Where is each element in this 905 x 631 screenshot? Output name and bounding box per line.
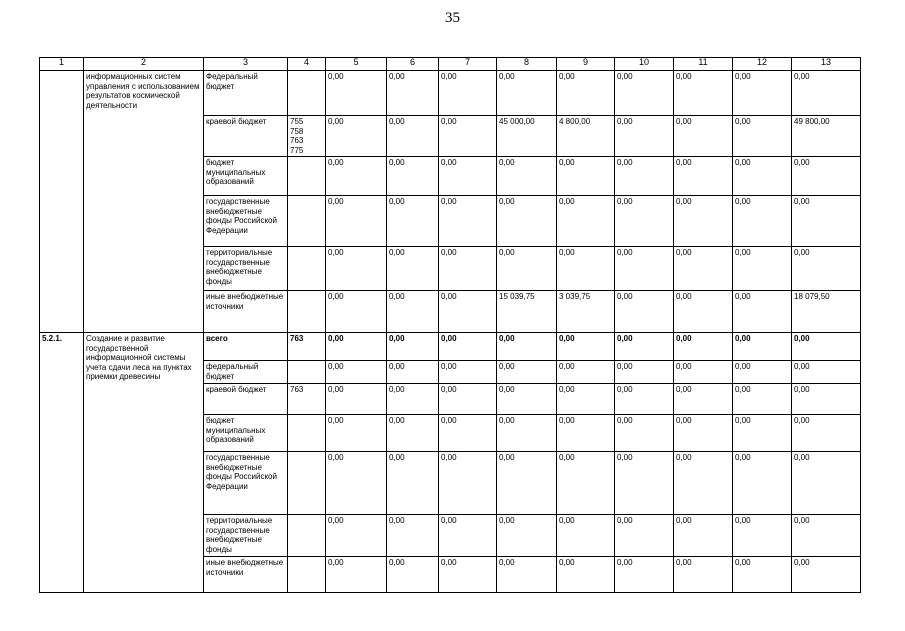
funding-source: территориальные государственные внебюджетные фонды: [204, 247, 288, 291]
amount-cell: 0,00: [439, 415, 497, 452]
table-row: [40, 333, 861, 361]
item-name: информационных систем управления с использованием результатов космической деятельности: [84, 71, 204, 333]
column-header: 4: [288, 58, 326, 71]
amount-cell: 0,00: [497, 384, 557, 415]
amount-cell: 0,00: [326, 116, 387, 157]
column-header: 12: [733, 58, 792, 71]
amount-cell: 0,00: [497, 515, 557, 557]
budget-codes: 763: [288, 384, 326, 415]
amount-cell: 0,00: [497, 415, 557, 452]
funding-source: бюджет муниципальных образований: [204, 157, 288, 196]
amount-cell: 0,00: [792, 557, 861, 593]
amount-cell: 0,00: [387, 452, 439, 515]
amount-cell: 0,00: [674, 291, 733, 333]
amount-cell: 0,00: [674, 384, 733, 415]
amount-cell: 0,00: [615, 71, 674, 116]
amount-cell: 0,00: [674, 557, 733, 593]
amount-cell: 0,00: [615, 196, 674, 247]
amount-cell: 0,00: [674, 361, 733, 384]
amount-cell: 0,00: [792, 515, 861, 557]
item-number: [40, 71, 84, 333]
amount-cell: 0,00: [557, 333, 615, 361]
amount-cell: 0,00: [326, 452, 387, 515]
column-header: 3: [204, 58, 288, 71]
amount-cell: 0,00: [387, 415, 439, 452]
amount-cell: 0,00: [615, 361, 674, 384]
column-header: 7: [439, 58, 497, 71]
amount-cell: 0,00: [615, 157, 674, 196]
budget-codes: [288, 157, 326, 196]
amount-cell: 0,00: [615, 333, 674, 361]
amount-cell: 0,00: [497, 361, 557, 384]
amount-cell: 0,00: [674, 116, 733, 157]
amount-cell: 0,00: [387, 157, 439, 196]
amount-cell: 0,00: [387, 196, 439, 247]
amount-cell: 49 800,00: [792, 116, 861, 157]
amount-cell: 0,00: [497, 452, 557, 515]
amount-cell: 0,00: [387, 384, 439, 415]
column-header: 2: [84, 58, 204, 71]
amount-cell: 0,00: [733, 361, 792, 384]
amount-cell: 0,00: [439, 361, 497, 384]
amount-cell: 0,00: [387, 333, 439, 361]
amount-cell: 0,00: [792, 247, 861, 291]
amount-cell: 0,00: [557, 415, 615, 452]
amount-cell: 0,00: [674, 157, 733, 196]
column-number-row: [40, 58, 861, 71]
amount-cell: 0,00: [497, 333, 557, 361]
amount-cell: 0,00: [387, 557, 439, 593]
table-row: [40, 71, 861, 116]
amount-cell: 0,00: [733, 196, 792, 247]
amount-cell: 0,00: [674, 415, 733, 452]
amount-cell: 0,00: [497, 557, 557, 593]
amount-cell: 0,00: [439, 515, 497, 557]
amount-cell: 0,00: [497, 247, 557, 291]
amount-cell: 0,00: [615, 384, 674, 415]
budget-table: [39, 57, 861, 593]
budget-codes: 755 758 763 775: [288, 116, 326, 157]
budget-codes: [288, 557, 326, 593]
funding-source: краевой бюджет: [204, 116, 288, 157]
column-header: 13: [792, 58, 861, 71]
amount-cell: 0,00: [326, 157, 387, 196]
amount-cell: 0,00: [792, 415, 861, 452]
amount-cell: 0,00: [733, 71, 792, 116]
column-header: 9: [557, 58, 615, 71]
amount-cell: 0,00: [792, 361, 861, 384]
amount-cell: 0,00: [733, 333, 792, 361]
amount-cell: 0,00: [557, 157, 615, 196]
amount-cell: 0,00: [387, 291, 439, 333]
amount-cell: 0,00: [615, 415, 674, 452]
item-number: 5.2.1.: [40, 333, 84, 593]
amount-cell: 0,00: [674, 333, 733, 361]
amount-cell: 0,00: [326, 247, 387, 291]
amount-cell: 0,00: [557, 71, 615, 116]
amount-cell: 0,00: [557, 384, 615, 415]
amount-cell: 0,00: [557, 515, 615, 557]
amount-cell: 3 039,75: [557, 291, 615, 333]
column-header: 1: [40, 58, 84, 71]
amount-cell: 0,00: [387, 361, 439, 384]
amount-cell: 0,00: [326, 333, 387, 361]
column-header: 10: [615, 58, 674, 71]
amount-cell: 0,00: [387, 247, 439, 291]
amount-cell: 0,00: [733, 116, 792, 157]
amount-cell: 0,00: [733, 291, 792, 333]
amount-cell: 0,00: [733, 247, 792, 291]
budget-codes: [288, 291, 326, 333]
amount-cell: 15 039,75: [497, 291, 557, 333]
budget-codes: [288, 71, 326, 116]
funding-source: краевой бюджет: [204, 384, 288, 415]
amount-cell: 0,00: [387, 515, 439, 557]
funding-source: территориальные государственные внебюджетные фонды: [204, 515, 288, 557]
amount-cell: 0,00: [733, 157, 792, 196]
amount-cell: 0,00: [792, 333, 861, 361]
amount-cell: 0,00: [674, 247, 733, 291]
amount-cell: 0,00: [439, 384, 497, 415]
budget-codes: [288, 515, 326, 557]
amount-cell: 0,00: [792, 384, 861, 415]
amount-cell: 0,00: [439, 247, 497, 291]
funding-source: иные внебюджетные источники: [204, 557, 288, 593]
amount-cell: 0,00: [326, 384, 387, 415]
amount-cell: 0,00: [733, 557, 792, 593]
amount-cell: 0,00: [557, 361, 615, 384]
amount-cell: 0,00: [326, 361, 387, 384]
budget-codes: [288, 415, 326, 452]
amount-cell: 0,00: [387, 116, 439, 157]
amount-cell: 0,00: [439, 333, 497, 361]
column-header: 11: [674, 58, 733, 71]
amount-cell: 0,00: [733, 415, 792, 452]
amount-cell: 0,00: [439, 291, 497, 333]
budget-codes: [288, 196, 326, 247]
amount-cell: 0,00: [557, 557, 615, 593]
amount-cell: 0,00: [497, 196, 557, 247]
budget-codes: [288, 452, 326, 515]
amount-cell: 0,00: [733, 384, 792, 415]
amount-cell: 0,00: [439, 157, 497, 196]
funding-source: иные внебюджетные источники: [204, 291, 288, 333]
amount-cell: 0,00: [733, 452, 792, 515]
amount-cell: 0,00: [557, 196, 615, 247]
amount-cell: 0,00: [674, 196, 733, 247]
amount-cell: 0,00: [674, 71, 733, 116]
amount-cell: 0,00: [439, 116, 497, 157]
amount-cell: 0,00: [326, 415, 387, 452]
amount-cell: 0,00: [674, 515, 733, 557]
amount-cell: 0,00: [439, 452, 497, 515]
amount-cell: 4 800,00: [557, 116, 615, 157]
funding-source: бюджет муниципальных образований: [204, 415, 288, 452]
amount-cell: 0,00: [792, 71, 861, 116]
amount-cell: 45 000,00: [497, 116, 557, 157]
amount-cell: 0,00: [792, 452, 861, 515]
amount-cell: 0,00: [439, 196, 497, 247]
budget-codes: [288, 361, 326, 384]
amount-cell: 0,00: [326, 291, 387, 333]
amount-cell: 0,00: [615, 515, 674, 557]
funding-source: государственные внебюджетные фонды Российской Федерации: [204, 452, 288, 515]
funding-source: государственные внебюджетные фонды Российской Федерации: [204, 196, 288, 247]
amount-cell: 0,00: [326, 557, 387, 593]
column-header: 6: [387, 58, 439, 71]
amount-cell: 0,00: [615, 116, 674, 157]
item-name: Создание и развитие государственной информационной системы учета сдачи леса на пунктах приемки древесины: [84, 333, 204, 593]
amount-cell: 0,00: [557, 452, 615, 515]
amount-cell: 0,00: [439, 71, 497, 116]
amount-cell: 0,00: [497, 157, 557, 196]
funding-source: федеральный бюджет: [204, 361, 288, 384]
amount-cell: 0,00: [326, 196, 387, 247]
amount-cell: 0,00: [615, 452, 674, 515]
amount-cell: 0,00: [615, 557, 674, 593]
amount-cell: 0,00: [497, 71, 557, 116]
amount-cell: 0,00: [326, 515, 387, 557]
budget-codes: 763: [288, 333, 326, 361]
amount-cell: 0,00: [615, 247, 674, 291]
amount-cell: 0,00: [439, 557, 497, 593]
funding-source: всего: [204, 333, 288, 361]
amount-cell: 0,00: [674, 452, 733, 515]
amount-cell: 0,00: [792, 196, 861, 247]
amount-cell: 0,00: [733, 515, 792, 557]
amount-cell: 0,00: [387, 71, 439, 116]
funding-source: Федеральный бюджет: [204, 71, 288, 116]
amount-cell: 0,00: [792, 157, 861, 196]
column-header: 8: [497, 58, 557, 71]
page-number: 35: [445, 10, 460, 26]
amount-cell: 0,00: [557, 247, 615, 291]
amount-cell: 0,00: [615, 291, 674, 333]
amount-cell: 18 079,50: [792, 291, 861, 333]
amount-cell: 0,00: [326, 71, 387, 116]
column-header: 5: [326, 58, 387, 71]
budget-codes: [288, 247, 326, 291]
